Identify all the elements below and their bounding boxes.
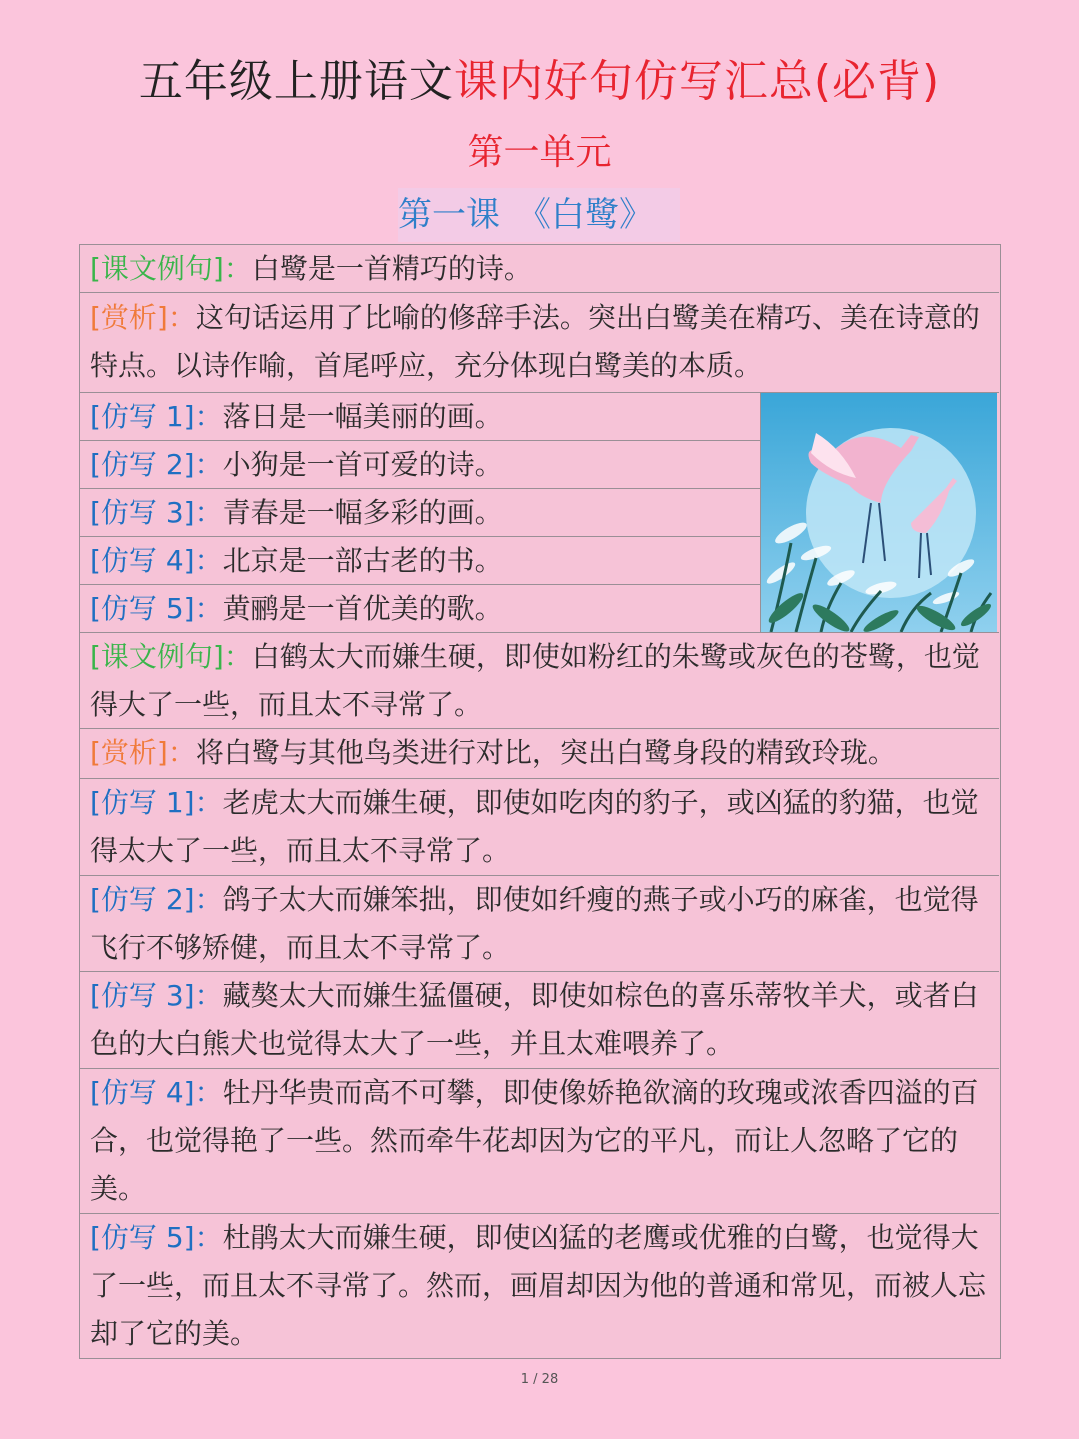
row-text: 这句话运用了比喻的修辞手法。突出白鹭美在精巧、美在诗意的特点。以诗作喻，首尾呼应，充分体现白鹭美的本质。 [90,301,980,382]
row-text: 黄鹂是一首优美的歌。 [222,592,503,625]
table-row [80,393,760,441]
row-tag: [仿写 4]： [90,544,223,577]
table-row [80,293,999,393]
lesson-heading: 第一课 《白鹭》 [398,188,680,242]
table-row [80,633,999,729]
page-title [0,52,1079,112]
row-tag: [仿写 2]： [90,883,223,916]
row-text: 杜鹃太大而嫌生硬，即使凶猛的老鹰或优雅的白鹭，也觉得大了一些，而且太不寻常了。然而，画眉却因为他的普通和常见，而被人忘却了它的美。 [90,1221,987,1350]
table-row [80,441,760,489]
egret-illustration [760,393,998,632]
sentence-table [79,244,1001,1359]
table-row [80,876,999,972]
row-text: 北京是一部古老的书。 [222,544,503,577]
title-part-black: 五年级上册语文 [138,56,454,107]
row-tag: [仿写 4]： [90,1076,223,1109]
row-tag: [课文例句]： [90,640,252,673]
row-text: 青春是一幅多彩的画。 [222,496,503,529]
table-row [80,729,999,779]
unit-heading: 第一单元 [467,132,612,173]
row-text: 牡丹华贵而高不可攀，即使像娇艳欲滴的玫瑰或浓香四溢的百合，也觉得艳了一些。然而牵牛花却因为它的平凡，而让人忽略了它的美。 [90,1076,979,1205]
row-tag: [赏析]： [90,301,196,334]
row-text: 小狗是一首可爱的诗。 [222,448,503,481]
row-text: 落日是一幅美丽的画。 [222,400,503,433]
table-row [80,537,760,585]
row-tag: [仿写 1]： [90,786,223,819]
table-row [80,1069,999,1214]
row-text: 藏獒太大而嫌生猛僵硬，即使如棕色的喜乐蒂牧羊犬，或者白色的大白熊犬也觉得太大了一些，并且太难喂养了。 [90,979,979,1060]
table-row [80,779,999,876]
table-row [80,972,999,1069]
table-row [80,1214,999,1357]
row-tag: [仿写 2]： [90,448,223,481]
row-text: 老虎太大而嫌生硬，即使如吃肉的豹子，或凶猛的豹猫，也觉得太大了一些，而且太不寻常了。 [90,786,979,867]
row-tag: [课文例句]： [90,252,252,285]
row-tag: [仿写 3]： [90,496,223,529]
table-row [80,489,760,537]
row-text: 白鹭是一首精巧的诗。 [251,252,532,285]
page-indicator: 1 / 28 [520,1372,559,1387]
row-tag: [赏析]： [90,736,196,769]
row-tag: [仿写 5]： [90,1221,223,1254]
row-text: 白鹤太大而嫌生硬，即使如粉红的朱鹭或灰色的苍鹭，也觉得大了一些，而且太不寻常了。 [90,640,980,721]
row-text: 鸽子太大而嫌笨拙，即使如纤瘦的燕子或小巧的麻雀，也觉得飞行不够矫健，而且太不寻常了。 [90,883,979,964]
row-tag: [仿写 5]： [90,592,223,625]
row-text: 将白鹭与其他鸟类进行对比，突出白鹭身段的精致玲珑。 [195,736,896,769]
row-tag: [仿写 1]： [90,400,223,433]
row-tag: [仿写 3]： [90,979,223,1012]
title-part-red: 课内好句仿写汇总(必背) [453,56,941,107]
table-row [80,245,999,293]
